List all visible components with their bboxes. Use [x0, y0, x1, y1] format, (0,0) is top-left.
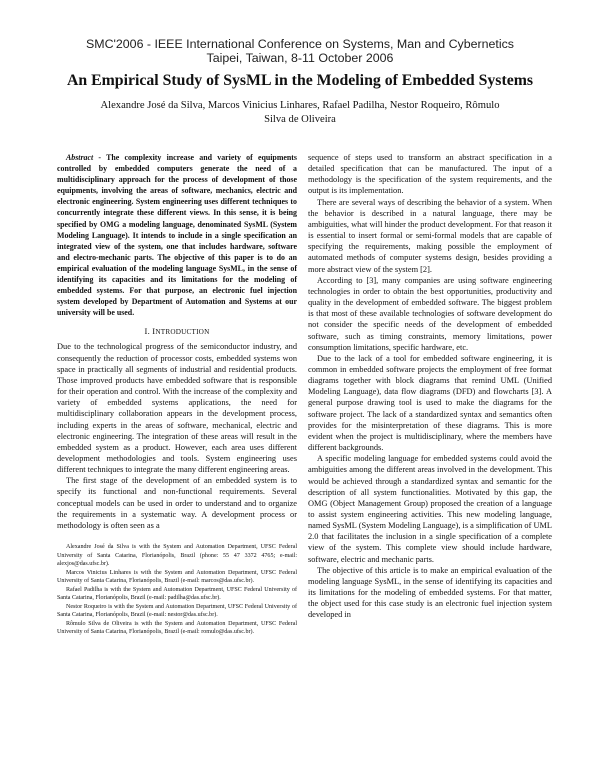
conference-line-2: Taipei, Taiwan, 8-11 October 2006	[206, 50, 394, 65]
author-list: Alexandre José da Silva, Marcos Vinicius Linhares, Rafael Padilha, Nestor Roqueiro, Rômulo Silva de Oliveira	[100, 100, 500, 125]
body-paragraph: A specific modeling language for embedded systems could avoid the ambiguities among the different areas involved in the development. This would be achieved through a standardized syntax and semantic for the description of all system functionalities. Motivated by this gap, the OMG (Object Management Group) proposed the creation of a language to assist system engineering activities. This new modeling language, named SysML (System Modeling Language), is a simplification of UML 2.0 that facilitates the inclusion in a single specification of a complete view of the system. This complete view should include hardware, software, electric and mechanic parts.	[308, 454, 552, 564]
right-column	[308, 152, 552, 621]
section-heading-introduction	[57, 326, 297, 336]
footnote: Rômulo Silva de Oliveira is with the System and Automation Department, UFSC Federal University of Santa Catarina, Florianópolis, Brazil (e-mail: romulo@das.ufsc.br).	[57, 620, 297, 636]
body-paragraph: sequence of steps used to transform an abstract specification in a detailed specification that can be manufactured. The input of a methodology is the specification of the system requirements, and the output is its implementation.	[308, 153, 552, 196]
footnote: Nestor Roqueiro is with the System and Automation Department, UFSC Federal University of Santa Catarina, Florianópolis, Brazil (e-mail: nestor@das.ufsc.br).	[57, 603, 297, 619]
paper-title: An Empirical Study of SysML in the Modeling of Embedded Systems	[66, 72, 534, 89]
footnote: Alexandre José da Silva is with the System and Automation Department, UFSC Federal University of Santa Catarina, Florianópolis, Brazil (phone: 55 47 3372 4765; e-mail: alexjos@das.ufsc.br).	[57, 544, 297, 568]
author-footnotes	[57, 543, 297, 637]
left-column	[57, 152, 297, 637]
footnote: Marcos Vinicius Linhares is with the System and Automation Department, UFSC Federal University of Santa Catarina, Florianópolis, Brazil (e-mail: marcos@das.ufsc.br).	[57, 569, 297, 585]
abstract-label: Abstract	[66, 153, 94, 162]
section-title-rest: NTRODUCTION	[155, 328, 210, 337]
body-paragraph: The objective of this article is to make an empirical evaluation of the modeling language SysML, in the sense of identifying its capacities and its limitations for the modeling of embedded systems. For that matter, the object used for this case study is an electronic fuel injection system developed in	[308, 565, 552, 620]
conference-header	[0, 38, 600, 65]
section-title-first: I	[152, 326, 156, 337]
body-paragraph: According to [3], many companies are using software engineering technologies in order to obtain the best opportunities, productivity and quality in the development of embedded software. The biggest problem is that most of these available technologies of software development do not consider the specific needs of the development of embedded software, such as timing constraints, memory limitations, power consumption limitations, specific hardware, etc.	[308, 275, 552, 352]
abstract	[57, 152, 297, 318]
section-number: I.	[144, 326, 150, 337]
conference-line-1: SMC'2006 - IEEE International Conference on Systems, Man and Cybernetics	[86, 37, 514, 51]
body-paragraph: The first stage of the development of an embedded system is to specify its functional and non-functional requirements. Several conceptual models can be used in order to understand and to organize the requirements in a systematic way. A development process or methodology is often seen as a	[57, 476, 297, 530]
body-paragraph: Due to the technological progress of the semiconductor industry, and consequently the reduction of processor costs, embedded systems won space in practically all segments of industrial and residential products. Those improved products have embedded software that is responsible for their operation and control. With the increase of the complexity and variety of embedded systems applications, the need for multidisciplinary collaboration appears in the development process, including experts in the areas of software, mechanical, electric and electronic engineering. The integration of these areas will result in the embedded system as a product. However, each area uses different development methodologies and tools. System engineering uses different techniques to integrate the many different engineering areas.	[57, 342, 297, 475]
abstract-text: - The complexity increase and variety of equipments controlled by embedded computers generate the need of a multidisciplinary approach for the process of development of those equipments, involving the areas of software, mechanics, electric and electronic engineering. System engineering uses different techniques to concurrently integrate these different views. In this sense, it is being specified by OMG a modeling language, denominated SysML (System Modeling Language). It intends to include in a single specification an integrated view of the system, one that includes hardware, software and electro-mechanic parts. The objective of this paper is to do an empirical evaluation of the modeling language SysML, in the sense of identifying its capacities and its limitations for the modeling of embedded systems. For that purpose, an electronic fuel injection system developed by Department of Automation and Systems at our university will be used.	[57, 153, 297, 318]
body-paragraph: There are several ways of describing the behavior of a system. When the behavior is described in a natural language, there may be ambiguities, what will hinder the product development. For that reason it is essential to insert formal or semi-formal models that are capable of specifying the requirements, making possible the employment of automated methods of computer systems design, besides providing a more abstract view of the system [2].	[308, 197, 552, 274]
footnote: Rafael Padilha is with the System and Automation Department, UFSC Federal University of Santa Catarina, Florianópolis, Brazil (e-mail: padilha@das.ufsc.br).	[57, 586, 297, 602]
body-paragraph: Due to the lack of a tool for embedded software engineering, it is common in embedded software projects the employment of free format diagrams together with block diagrams that remind UML (Unified Modeling Language), data flow diagrams (DFD) and flowcharts [3]. A general purpose drawing tool is used to make the diagrams for the software project. The lack of a standardized syntax and semantics often provides for the misinterpretation of these diagrams. This is more evident when the project is multidisciplinary, where the members have different backgrounds.	[308, 353, 552, 453]
